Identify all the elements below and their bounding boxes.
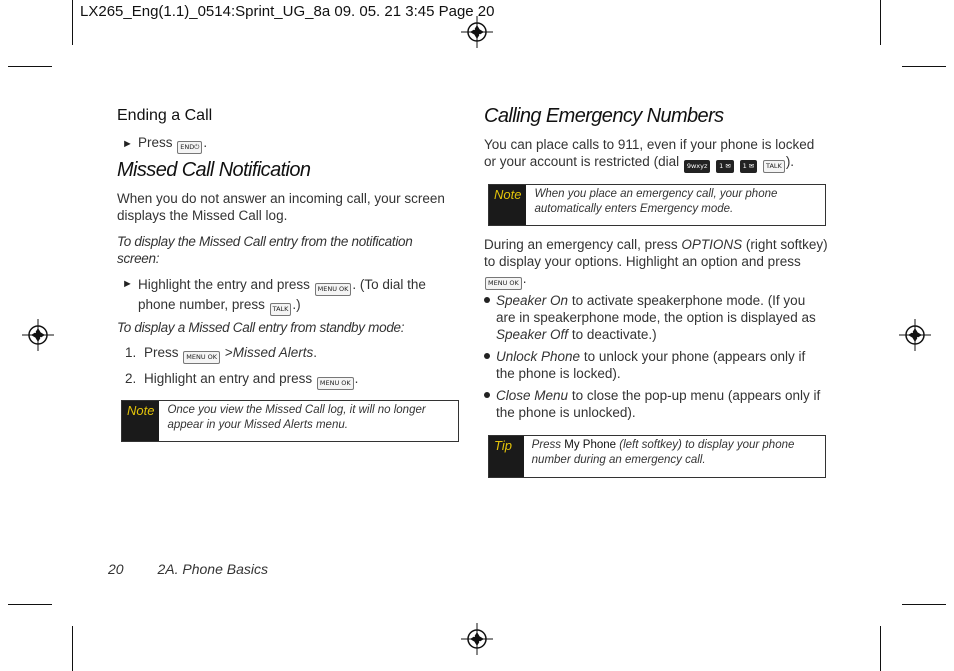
menu-ok-key-icon: MENU OK <box>315 283 352 296</box>
close-menu-term: Close Menu <box>496 388 569 403</box>
standby-subheading: To display a Missed Call entry from standby mode: <box>117 320 405 335</box>
option-unlock <box>484 348 824 382</box>
missed-alerts-target: Missed Alerts <box>232 345 314 360</box>
note-text: Once you view the Missed Call log, it will no longer appear in your Missed Alerts menu. <box>167 404 426 431</box>
option-close-menu <box>484 387 824 421</box>
crop-mark-bottom-left-h <box>8 604 52 605</box>
tip-text <box>524 436 825 477</box>
bullet-dot-icon <box>484 353 490 359</box>
crop-mark-bottom-right-h <box>902 604 946 605</box>
triangle-bullet-icon: ► <box>122 278 133 290</box>
menu-ok-key-icon: MENU OK <box>317 377 354 390</box>
step-2-end: . <box>354 371 359 386</box>
crop-mark-top-right-v <box>880 0 881 45</box>
tip-label: Tip <box>489 436 524 477</box>
ending-call-step: ► Press END⏻ . <box>122 134 207 154</box>
standby-step-2 <box>125 370 358 390</box>
option-speaker <box>484 292 824 343</box>
close-menu-text: to close the pop-up menu (appears only if the phone is unlocked). <box>496 388 821 420</box>
section-name: 2A. Phone Basics <box>157 561 268 577</box>
notification-subheading: To display the Missed Call entry from the notification screen: <box>117 234 413 266</box>
one-key-icon: 1 ✉ <box>740 160 758 173</box>
step-1-end: . <box>313 345 318 360</box>
step-1-number: 1. <box>125 345 137 360</box>
registration-mark-top-icon <box>461 16 493 48</box>
talk-key-icon: TALK <box>270 303 292 316</box>
crop-mark-top-right-h <box>902 66 946 67</box>
page-number: 20 <box>108 561 124 577</box>
registration-mark-bottom-icon <box>461 623 493 655</box>
during-text-a: During an emergency call, press <box>484 237 678 252</box>
ending-call-heading: Ending a Call <box>117 107 213 124</box>
unlock-phone-term: Unlock Phone <box>496 349 581 364</box>
during-text-b: (right softkey) to display your options. Highlight an option and press <box>484 237 828 269</box>
talk-key-icon: TALK <box>763 160 785 173</box>
crop-mark-top-left-v <box>72 0 73 45</box>
emergency-options-paragraph <box>484 236 834 290</box>
crop-mark-top-left-h <box>8 66 52 67</box>
notif-step-text-c: .) <box>292 297 301 312</box>
emergency-heading: Calling Emergency Numbers <box>484 105 724 127</box>
step-1-text: Press <box>144 345 179 360</box>
bullet-dot-icon <box>484 392 490 398</box>
note-label: Note <box>489 185 526 225</box>
standby-step-1 <box>125 344 317 364</box>
ending-press-text: Press <box>138 135 173 150</box>
note-label: Note <box>122 401 159 441</box>
crop-mark-bottom-left-v <box>72 626 73 671</box>
notification-step <box>122 276 462 316</box>
tip-rest: (left softkey) to display your phone number during an emergency call. <box>531 439 795 466</box>
registration-mark-right-icon <box>899 319 931 351</box>
menu-ok-key-icon: MENU OK <box>485 277 522 290</box>
speaker-off-term: Speaker Off <box>496 327 569 342</box>
notif-step-text-a: Highlight the entry and press <box>138 277 310 292</box>
tip-press: Press <box>531 439 562 451</box>
my-phone-term: My Phone <box>564 439 617 451</box>
crop-mark-bottom-right-v <box>880 626 881 671</box>
emergency-intro-end: ). <box>785 154 795 169</box>
bullet-dot-icon <box>484 297 490 303</box>
step-2-number: 2. <box>125 371 137 386</box>
emergency-tip <box>488 435 826 478</box>
end-key-icon: END⏻ <box>177 141 202 154</box>
speaker-text-a: to activate speakerphone mode. (If you are in speakerphone mode, the option is displayed as <box>496 293 816 325</box>
notif-step-text-b: . (To dial the phone number, press <box>138 277 426 312</box>
step-1-separator: > <box>224 345 233 360</box>
print-slug: LX265_Eng(1.1)_0514:Sprint_UG_8a 09. 05. 21 3:45 Page 20 <box>80 3 495 20</box>
one-key-icon: 1 ✉ <box>716 160 734 173</box>
page-footer <box>108 561 268 577</box>
missed-call-intro: When you do not answer an incoming call, your screen displays the Missed Call log. <box>117 191 445 223</box>
menu-ok-key-icon: MENU OK <box>183 351 220 364</box>
registration-mark-left-icon <box>22 319 54 351</box>
emergency-intro-text: You can place calls to 911, even if your phone is locked or your account is restricted (dial <box>484 137 815 169</box>
unlock-text: to unlock your phone (appears only if the phone is locked). <box>496 349 806 381</box>
emergency-note <box>488 184 826 226</box>
missed-call-note <box>121 400 459 442</box>
options-term: OPTIONS <box>681 237 743 252</box>
nine-key-icon: 9wxyz <box>684 160 711 173</box>
note-text: When you place an emergency call, your phone automatically enters Emergency mode. <box>534 188 778 215</box>
missed-call-heading: Missed Call Notification <box>117 159 311 181</box>
speaker-on-term: Speaker On <box>496 293 569 308</box>
step-2-text: Highlight an entry and press <box>144 371 313 386</box>
triangle-bullet-icon: ► <box>122 138 133 150</box>
speaker-text-b: to deactivate.) <box>571 327 657 342</box>
during-text-c: . <box>522 271 527 286</box>
emergency-intro <box>484 136 829 173</box>
